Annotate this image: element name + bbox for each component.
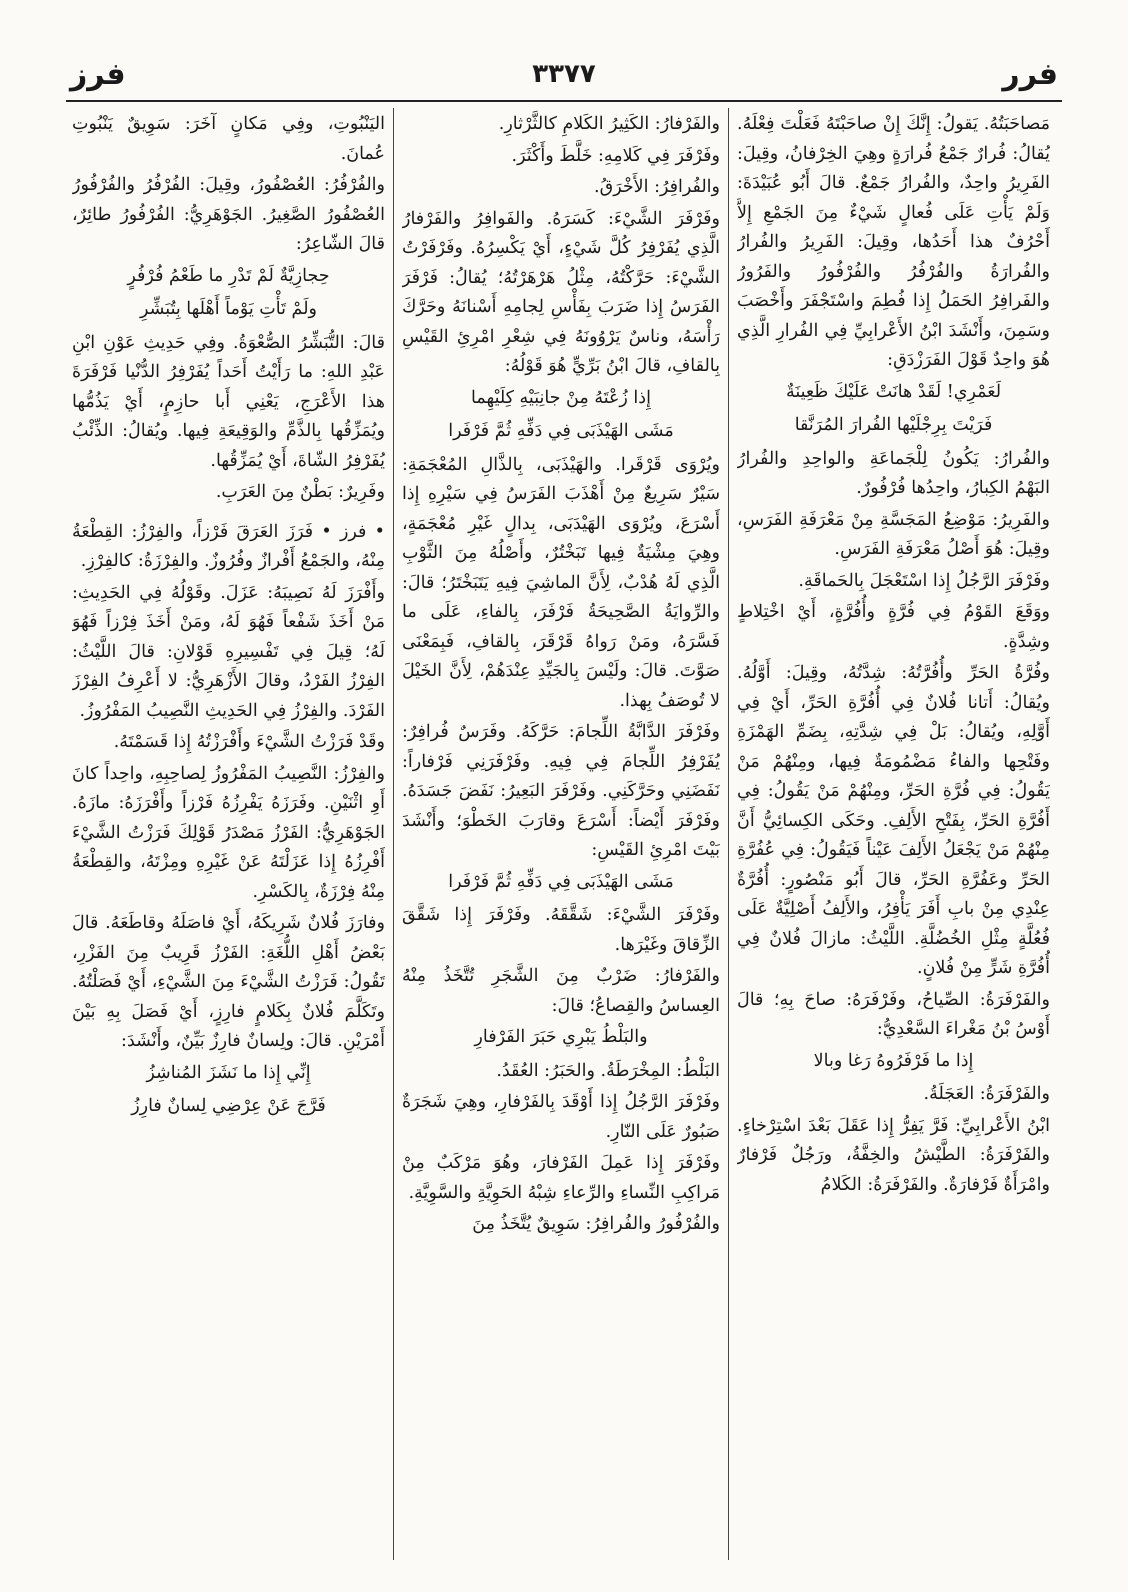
paragraph: ووَقَعَ القَوْمُ فِي فُرَّةٍ وأُفُرَّةٍ، أَيْ اخْتِلاطٍ وشِدَّةٍ. — [737, 602, 1050, 652]
verse-line: فَرَّجَ عَنْ عِرْضِي لِسانٌ فارِزُ — [131, 1096, 326, 1116]
paragraph: قالَ: التُّبَشِّرُ الصُّعْوَةُ. وفِي حَدِيثِ عَوْنِ ابْنِ عَبْدِ اللهِ: ما رَأَيْتُ أَحَداً يُفَرْفِرُ الدُّنْيا فَرْفَرَةَ هذا الأَعْرَجِ، يَعْنِي أَبا حازِمٍ، أَيْ يَذُمُّها ويُمَزِّقُها بِالذَّمِّ والوَقِيعَةِ فِيها. ويُقالُ: الذِّئْبُ يُفَرْفِرُ الشّاةَ، أَيْ يُمَزِّقُها. — [72, 332, 385, 471]
paragraph: والفُرارُ: يَكُونُ لِلْجَماعَةِ والواحِدِ والفُرارُ البَهْمُ الكِبارُ، واحِدُها فُرْفُورٌ. — [737, 448, 1050, 498]
verse-line: حِجازِيَّةٌ لَمْ تَدْرِ ما طَعْمُ فُرْفُرٍ — [127, 265, 330, 286]
paragraph: مَصاحَبَتُهُ. يَقولُ: إِنَّكَ إِنْ صاحَبْتَهُ فَعَلْتَ فِعْلَهُ. يُقالُ: فُرارٌ جَمْعُ فُرارَةٍ وهِيَ الخِرْفانُ، وقِيلَ: الفَرِيرُ واحِدٌ، والفُرارُ جَمْعٌ. قالَ أَبُو عُبَيْدَةَ: وَلَمْ يَأْتِ عَلَى فُعالٍ شَيْءٌ مِنَ الجَمْعِ إِلاَّ أَحْرُفٌ هذا أَحَدُها، وقِيلَ: الفَرِيرُ والفُرارُ والفُرارَةُ والفُرْفُرُ والفُرْفُورُ والفَرُورُ والفَرافِرُ الحَمَلُ إِذا فُطِمَ واسْتَجْفَرَ وأَخْصَبَ وسَمِنَ، وأَنْشَدَ ابْنُ الأَعْرابِيِّ فِي الفُرارِ الَّذِي هُوَ واحِدٌ قَوْلَ الفَرَزْدَقِ: — [737, 114, 1050, 370]
paragraph: وفَرْفَرَ إِذا عَمِلَ الفَرْفارَ، وهُوَ مَرْكَبٌ مِنْ مَراكِبِ النِّساءِ والرِّعاءِ شِبْهُ الحَوِيَّةِ والسَّوِيَّةِ. — [402, 1153, 720, 1203]
paragraph: ابْنُ الأَعْرابِيِّ: فَرَّ يَفِرُّ إِذا عَقَلَ بَعْدَ اسْتِرْخاءٍ. والفَرْفَرَةُ: الطَّيْشُ والخِفَّةُ، ورَجُلٌ فَرْفارٌ وامْرَأَةٌ فَرْفارَةٌ. والفَرْفَرَةُ: الكَلامُ — [737, 1115, 1050, 1195]
paragraph: وقَدْ فَرَزْتُ الشَّيْءَ وأَفْرَزْتُهُ إِذا قَسَمْتَهُ. — [113, 732, 385, 752]
header-root-left: فرز — [70, 56, 126, 92]
column-divider — [728, 108, 729, 1560]
entry-heading-paragraph: • فرز • فَرَزَ العَرَقَ فَرْزاً، والفِرْزُ: القِطْعَةُ مِنْهُ، والجَمْعُ أَفْرازٌ وفُرُوزٌ. والفِرْزَةُ: كالفِرْزِ. — [72, 521, 385, 571]
paragraph: وفَرْفَرَ الرَّجُلُ إِذا اسْتَعْجَلَ بِالحَماقَةِ. — [798, 570, 1050, 591]
paragraph: والفُرْفُرُ: العُصْفُورُ، وقِيلَ: الفُرْفُرُ والفُرْفُورُ العُصْفُورُ الصَّغِيرُ. الجَوْهَرِيُّ: الفُرْفُورُ طائِرٌ، قالَ الشّاعِرُ: — [72, 175, 385, 254]
verse-line: مَشَى الهَيْذَبَى فِي دَفِّهِ ثُمَّ فَرْفَرا — [448, 871, 674, 892]
verse-line: فَرَيْتَ بِرِجْلَيْها الفُرارَ المُرَنَّقا — [794, 415, 993, 435]
verse-line: والبَلْطُ يَبْرِي حَبَرَ الفَرْفارِ — [474, 1027, 648, 1047]
verse-line: إِنِّي إِذا ما نَشَزَ المُناشِزُ — [146, 1062, 311, 1083]
text-column-right — [737, 110, 1050, 1560]
paragraph: والفَرْفارُ: الكَثِيرُ الكَلامِ كالثَّرْثارِ. — [498, 114, 720, 134]
header-rule — [66, 100, 1062, 102]
verse-line: ولَمْ تَأْتِ يَوْماً أَهْلَها بِتُبَشِّرِ — [140, 299, 317, 319]
column-divider — [393, 108, 394, 1560]
page-header — [70, 50, 1058, 98]
paragraph: والفَرْفارُ: ضَرْبٌ مِنَ الشَّجَرِ تُتَّخَذُ مِنْهُ العِساسُ والقِصاعُ؛ قالَ: — [402, 966, 720, 1016]
verse-line: إِذا ما فَرْفَرُوهُ رَغا وبالا — [813, 1050, 974, 1071]
verse-line: إِذا زُعْتَهُ مِنْ جانِبَيْهِ كِلَيْهِما — [471, 387, 651, 408]
paragraph: والفِرْزُ: النَّصِيبُ المَفْرُوزُ لِصاحِبِهِ، واحِداً كانَ أَوِ اثْنَيْنِ. وفَرَزَهُ يَفْرِزُهُ فَرْزاً وأَفْرَزَهُ: مازَهُ. الجَوْهَرِيُّ: الفَرْزُ مَصْدَرُ قَوْلِكَ فَرَزْتُ الشَّيْءَ أَفْرِزُهُ إِذا عَزَلْتَهُ عَنْ غَيْرِهِ ومِزْتَهُ، والقِطْعَةُ مِنْهُ فِرْزَةٌ، بِالكَسْرِ. — [72, 763, 385, 902]
paragraph: والفَرْفَرَةُ: العَجَلَةُ. — [923, 1084, 1050, 1104]
paragraph: والفَرْفَرَةُ: الصِّياحُ، وفَرْفَرَهُ: صاحَ بِهِ؛ قالَ أَوْسُ بْنُ مَغْراءَ السَّعْدِيُّ: — [737, 989, 1050, 1039]
paragraph: والفُرْفُورُ والفُرافِرُ: سَوِيقٌ يُتَّخَذُ مِنَ — [472, 1214, 720, 1234]
paragraph: وفَرْفَرَ فِي كَلامِهِ: خَلَّطَ وأَكْثَرَ. — [511, 145, 720, 166]
paragraph: وفارَزَ فُلانٌ شَرِيكَهُ، أَيْ فاصَلَهُ وقاطَعَهُ. قالَ بَعْضُ أَهْلِ اللُّغَةِ: الفَرْزُ قَرِيبٌ مِنَ الفَزْرِ، تَقُولُ: فَرَزْتُ الشَّيْءَ مِنَ الشَّيْءِ، أَيْ فَصَلْتُهُ. وتَكَلَّمَ فُلانٌ بِكَلامٍ فارِزٍ، أَيْ فَصَلَ بِهِ بَيْنَ أَمْرَيْنِ. قالَ: ولِسانٌ فارِزٌ بَيِّنٌ، وأَنْشَدَ: — [72, 913, 385, 1051]
paragraph: ويُرْوَى قَرْقَرا. والهَيْذَبَى، بِالذَّالِ المُعْجَمَةِ: سَيْرٌ سَرِيعٌ مِنْ أَهْذَبَ الفَرَسُ فِي سَيْرِهِ إِذا أَسْرَعَ، ويُرْوَى الهَيْدَبَى، بِدالٍ غَيْرِ مُعْجَمَةٍ، وهِيَ مِشْيَةٌ فِيها تَبَخْتُرٌ، وأَصْلُهُ مِنَ الثَّوْبِ الَّذِي لَهُ هُدْبٌ، لِأَنَّ الماشِيَ فِيهِ يَتَبَخْتَرُ؛ قالَ: والرِّوايَةُ الصَّحِيحَةُ فَرْفَرَ، بِالفاءِ، عَلَى ما فَسَّرَهُ، ومَنْ رَواهُ قَرْقَرَ، بِالقافِ، فَبِمَعْنَى صَوَّتَ. قالَ: ولَيْسَ بِالجَيِّدِ عِنْدَهُمْ، لِأَنَّ الخَيْلَ لا تُوصَفُ بِهذا. — [402, 454, 720, 711]
paragraph: وفَرْفَرَ الشَّيْءَ: كَسَرَهُ. والفَوافِرُ والفَرْفارُ الَّذِي يُفَرْفِرُ كُلَّ شَيْءٍ، أَيْ يَكْسِرُهُ. وفَرْفَرْتُ الشَّيْءَ: حَرَّكْتُهُ، مِثْلُ هَرْهَرْتُهُ؛ يُقالُ: فَرْفَرَ الفَرَسُ إِذا ضَرَبَ بِفَأْسِ لِجامِهِ أَسْنانَهُ وحَرَّكَ رَأْسَهُ، وناسٌ يَرْوُونَهُ فِي شِعْرِ امْرِئِ القَيْسِ بِالقافِ، قالَ ابْنُ بَرِّيٍّ هُوَ قَوْلُهُ: — [402, 208, 720, 376]
paragraph: البَلْطُ: المِخْرَطَةُ. والحَبَرُ: العُقَدُ. — [496, 1060, 720, 1081]
page-number: ٣٣٧٧ — [532, 59, 596, 89]
paragraph: اليَنْبُوتِ، وفِي مَكانٍ آخَرَ: سَوِيقٌ يَنْبُوتِ عُمانَ. — [72, 114, 385, 164]
paragraph: والفُرافِرُ: الأَخْرَقُ. — [594, 177, 720, 197]
text-column-middle — [402, 110, 720, 1560]
verse-line: مَشَى الهَيْذَبَى فِي دَفِّهِ ثُمَّ فَرْفَرا — [448, 421, 674, 441]
paragraph: وفُرَّةُ الحَرِّ وأُفُرَّتُهُ: شِدَّتُهُ، وقِيلَ: أَوَّلُهُ. ويُقالُ: أَتانا فُلانٌ فِي أُفُرَّةِ الحَرِّ، أَيْ فِي أَوَّلِهِ، ويُقالُ: بَلْ فِي شِدَّتِهِ، بِضَمِّ الهَمْزَةِ وفَتْحِها والفاءُ مَضْمُومَةٌ فِيها، ومِنْهُمْ مَنْ يَقُولُ: فِي فُرَّةِ الحَرِّ، ومِنْهُمْ مَنْ يَقُولُ: فِي أَفُرَّةِ الحَرِّ، بِفَتْحِ الأَلِفِ. وحَكَى الكِسائِيُّ أَنَّ مِنْهُمْ مَنْ يَجْعَلُ الأَلِفَ عَيْناً فَيَقُولُ: فِي عُفُرَّةِ الحَرِّ وعَفُرَّةِ الحَرِّ، قالَ أَبُو مَنْصُورٍ: أُفُرَّةٌ عِنْدِي مِنْ بابِ أَفَرَ يَأْفِرُ، والأَلِفُ أَصْلِيَّةٌ عَلَى فُعُلَّةٍ مِثْلِ الخُضُلَّةِ. اللَّيْثُ: مازالَ فُلانٌ فِي أُفُرَّةِ شَرٍّ مِنْ فُلانٍ. — [737, 663, 1050, 978]
paragraph: وفَرِيرٌ: بَطْنٌ مِنَ العَرَبِ. — [215, 482, 385, 502]
paragraph: وفَرْفَرَ الرَّجُلُ إِذا أَوْقَدَ بِالفَرْفارِ، وهِيَ شَجَرَةٌ صَبُورٌ عَلَى النّارِ. — [402, 1092, 720, 1142]
header-root-right: فرر — [1002, 56, 1058, 92]
text-column-left — [72, 110, 385, 1560]
paragraph: وفَرْفَرَ الشَّيْءَ: شَقَّقَهُ. وفَرْفَرَ إِذا شَقَّقَ الزِّقاقَ وغَيْرَها. — [402, 905, 720, 955]
verse-line: لَعَمْرِي! لَقَدْ هانَتْ عَلَيْكَ ظَعِينَةٌ — [785, 381, 1002, 402]
paragraph: والفَرِيرُ: مَوْضِعُ المَجَسَّةِ مِنْ مَعْرَفَةِ الفَرَسِ، وقِيلَ: هُوَ أَصْلُ مَعْرَفَةِ الفَرَسِ. — [737, 509, 1050, 559]
paragraph: وفَرْفَرَ الدَّابَّةُ اللِّجامَ: حَرَّكَهُ. وفَرَسٌ فُرافِرٌ: يُفَرْفِرُ اللِّجامَ فِي فِيهِ. وفَرْفَرَنِي فَرْفاراً: نَفَضَنِي وحَرَّكَنِي. وفَرْفَرَ البَعِيرُ: نَفَضَ جَسَدَهُ. وفَرْفَرَ أَيْضاً: أَسْرَعَ وقارَبَ الخَطْوَ؛ وأَنْشَدَ بَيْتَ امْرِئِ القَيْسِ: — [402, 722, 720, 860]
paragraph: وأَفْرَزَ لَهُ نَصِيبَهُ: عَزَلَ. وقَوْلُهُ فِي الحَدِيثِ: مَنْ أَخَذَ شَفْعاً فَهُوَ لَهُ، ومَنْ أَخَذَ فِرْزاً فَهُوَ لَهُ؛ قِيلَ فِي تَفْسِيرِهِ قَوْلانِ: قالَ اللَّيْثُ: الفِرْزُ الفَرْدُ، وقالَ الأَزْهَرِيُّ: لا أَعْرِفُ الفِرْزَ الفَرْدَ. والفِرْزُ فِي الحَدِيثِ النَّصِيبُ المَفْرُوزُ. — [72, 582, 385, 721]
